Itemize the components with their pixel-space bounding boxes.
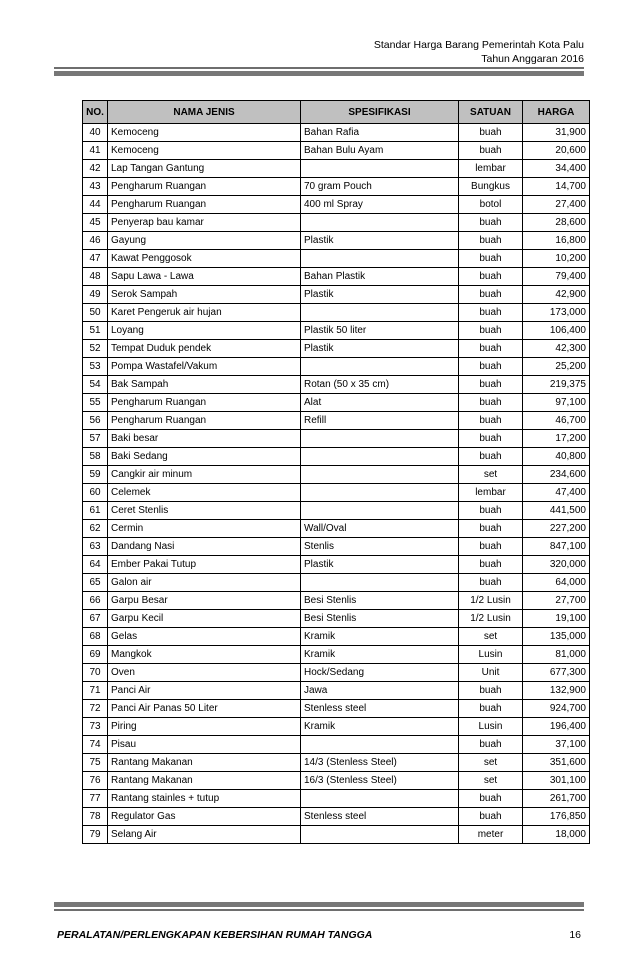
cell-satuan: botol xyxy=(459,196,523,214)
cell-nama-jenis: Kemoceng xyxy=(108,142,301,160)
cell-no: 41 xyxy=(83,142,108,160)
cell-harga: 219,375 xyxy=(523,376,590,394)
cell-nama-jenis: Gayung xyxy=(108,232,301,250)
table-row xyxy=(83,538,590,556)
cell-nama-jenis: Baki besar xyxy=(108,430,301,448)
cell-spesifikasi: Rotan (50 x 35 cm) xyxy=(301,376,459,394)
cell-satuan: buah xyxy=(459,358,523,376)
cell-satuan: buah xyxy=(459,268,523,286)
cell-satuan: set xyxy=(459,466,523,484)
cell-spesifikasi: Besi Stenlis xyxy=(301,610,459,628)
cell-harga: 227,200 xyxy=(523,520,590,538)
cell-no: 79 xyxy=(83,826,108,844)
cell-spesifikasi: Alat xyxy=(301,394,459,412)
cell-satuan: buah xyxy=(459,574,523,592)
cell-spesifikasi xyxy=(301,160,459,178)
table-row xyxy=(83,142,590,160)
col-header-no: NO. xyxy=(83,101,108,124)
cell-nama-jenis: Rantang stainles + tutup xyxy=(108,790,301,808)
cell-satuan: buah xyxy=(459,502,523,520)
cell-harga: 37,100 xyxy=(523,736,590,754)
table-row xyxy=(83,304,590,322)
table-row xyxy=(83,358,590,376)
cell-spesifikasi: Kramik xyxy=(301,718,459,736)
cell-harga: 20,600 xyxy=(523,142,590,160)
table-row xyxy=(83,826,590,844)
cell-satuan: set xyxy=(459,754,523,772)
cell-no: 40 xyxy=(83,124,108,142)
table-row xyxy=(83,754,590,772)
cell-nama-jenis: Kawat Penggosok xyxy=(108,250,301,268)
cell-spesifikasi: Plastik 50 liter xyxy=(301,322,459,340)
table-row xyxy=(83,250,590,268)
cell-spesifikasi xyxy=(301,304,459,322)
cell-harga: 97,100 xyxy=(523,394,590,412)
table-row xyxy=(83,772,590,790)
cell-harga: 16,800 xyxy=(523,232,590,250)
cell-spesifikasi xyxy=(301,430,459,448)
table-row xyxy=(83,700,590,718)
table-row xyxy=(83,448,590,466)
cell-harga: 196,400 xyxy=(523,718,590,736)
cell-satuan: lembar xyxy=(459,484,523,502)
cell-no: 74 xyxy=(83,736,108,754)
cell-harga: 42,900 xyxy=(523,286,590,304)
cell-nama-jenis: Mangkok xyxy=(108,646,301,664)
cell-spesifikasi: Plastik xyxy=(301,340,459,358)
table-row xyxy=(83,412,590,430)
cell-spesifikasi: Bahan Rafia xyxy=(301,124,459,142)
cell-no: 67 xyxy=(83,610,108,628)
cell-satuan: buah xyxy=(459,448,523,466)
cell-no: 59 xyxy=(83,466,108,484)
cell-harga: 351,600 xyxy=(523,754,590,772)
cell-no: 55 xyxy=(83,394,108,412)
table-row xyxy=(83,124,590,142)
cell-spesifikasi xyxy=(301,484,459,502)
cell-satuan: buah xyxy=(459,682,523,700)
cell-harga: 42,300 xyxy=(523,340,590,358)
table-row xyxy=(83,556,590,574)
cell-harga: 17,200 xyxy=(523,430,590,448)
table-row xyxy=(83,394,590,412)
cell-harga: 25,200 xyxy=(523,358,590,376)
footer-rule-thick xyxy=(54,902,584,907)
cell-satuan: buah xyxy=(459,322,523,340)
cell-harga: 79,400 xyxy=(523,268,590,286)
cell-spesifikasi xyxy=(301,358,459,376)
cell-satuan: Unit xyxy=(459,664,523,682)
cell-no: 58 xyxy=(83,448,108,466)
cell-nama-jenis: Galon air xyxy=(108,574,301,592)
cell-nama-jenis: Lap Tangan Gantung xyxy=(108,160,301,178)
cell-satuan: buah xyxy=(459,232,523,250)
cell-satuan: buah xyxy=(459,394,523,412)
cell-harga: 10,200 xyxy=(523,250,590,268)
table-row xyxy=(83,664,590,682)
cell-spesifikasi: Jawa xyxy=(301,682,459,700)
cell-spesifikasi: Besi Stenlis xyxy=(301,592,459,610)
cell-satuan: 1/2 Lusin xyxy=(459,610,523,628)
cell-no: 48 xyxy=(83,268,108,286)
col-header-nama-jenis: NAMA JENIS xyxy=(108,101,301,124)
cell-nama-jenis: Cermin xyxy=(108,520,301,538)
cell-no: 42 xyxy=(83,160,108,178)
cell-harga: 301,100 xyxy=(523,772,590,790)
cell-no: 75 xyxy=(83,754,108,772)
cell-no: 78 xyxy=(83,808,108,826)
cell-satuan: set xyxy=(459,772,523,790)
cell-nama-jenis: Dandang Nasi xyxy=(108,538,301,556)
table-row xyxy=(83,574,590,592)
cell-no: 65 xyxy=(83,574,108,592)
table-row xyxy=(83,682,590,700)
cell-harga: 847,100 xyxy=(523,538,590,556)
cell-nama-jenis: Bak Sampah xyxy=(108,376,301,394)
page-header xyxy=(374,38,584,66)
cell-nama-jenis: Garpu Besar xyxy=(108,592,301,610)
cell-satuan: buah xyxy=(459,412,523,430)
cell-satuan: buah xyxy=(459,286,523,304)
cell-satuan: buah xyxy=(459,250,523,268)
cell-no: 54 xyxy=(83,376,108,394)
cell-nama-jenis: Pengharum Ruangan xyxy=(108,178,301,196)
cell-nama-jenis: Pengharum Ruangan xyxy=(108,196,301,214)
cell-satuan: buah xyxy=(459,700,523,718)
table-row xyxy=(83,466,590,484)
col-header-harga: HARGA xyxy=(523,101,590,124)
cell-harga: 47,400 xyxy=(523,484,590,502)
cell-harga: 64,000 xyxy=(523,574,590,592)
cell-nama-jenis: Piring xyxy=(108,718,301,736)
cell-no: 47 xyxy=(83,250,108,268)
cell-nama-jenis: Ceret Stenlis xyxy=(108,502,301,520)
cell-harga: 106,400 xyxy=(523,322,590,340)
cell-spesifikasi: Bahan Plastik xyxy=(301,268,459,286)
table-row xyxy=(83,502,590,520)
cell-nama-jenis: Pompa Wastafel/Vakum xyxy=(108,358,301,376)
cell-satuan: Bungkus xyxy=(459,178,523,196)
cell-nama-jenis: Pengharum Ruangan xyxy=(108,394,301,412)
cell-nama-jenis: Pisau xyxy=(108,736,301,754)
table-row xyxy=(83,646,590,664)
cell-harga: 28,600 xyxy=(523,214,590,232)
cell-no: 46 xyxy=(83,232,108,250)
cell-satuan: 1/2 Lusin xyxy=(459,592,523,610)
cell-harga: 320,000 xyxy=(523,556,590,574)
cell-nama-jenis: Selang Air xyxy=(108,826,301,844)
cell-nama-jenis: Tempat Duduk pendek xyxy=(108,340,301,358)
cell-no: 61 xyxy=(83,502,108,520)
cell-nama-jenis: Loyang xyxy=(108,322,301,340)
cell-satuan: set xyxy=(459,628,523,646)
cell-satuan: buah xyxy=(459,214,523,232)
cell-nama-jenis: Oven xyxy=(108,664,301,682)
cell-satuan: buah xyxy=(459,538,523,556)
cell-spesifikasi: Plastik xyxy=(301,556,459,574)
cell-no: 66 xyxy=(83,592,108,610)
cell-no: 77 xyxy=(83,790,108,808)
cell-satuan: buah xyxy=(459,790,523,808)
price-table xyxy=(82,100,590,844)
cell-harga: 14,700 xyxy=(523,178,590,196)
cell-spesifikasi: Plastik xyxy=(301,232,459,250)
cell-satuan: buah xyxy=(459,736,523,754)
cell-harga: 677,300 xyxy=(523,664,590,682)
header-rule-thick xyxy=(54,71,584,76)
cell-no: 45 xyxy=(83,214,108,232)
cell-nama-jenis: Cangkir air minum xyxy=(108,466,301,484)
cell-no: 56 xyxy=(83,412,108,430)
cell-spesifikasi: Refill xyxy=(301,412,459,430)
cell-nama-jenis: Ember Pakai Tutup xyxy=(108,556,301,574)
cell-no: 64 xyxy=(83,556,108,574)
table-row xyxy=(83,376,590,394)
table-row xyxy=(83,628,590,646)
table-row xyxy=(83,790,590,808)
cell-nama-jenis: Pengharum Ruangan xyxy=(108,412,301,430)
cell-harga: 19,100 xyxy=(523,610,590,628)
cell-nama-jenis: Panci Air xyxy=(108,682,301,700)
table-row xyxy=(83,484,590,502)
table-row xyxy=(83,718,590,736)
cell-spesifikasi xyxy=(301,502,459,520)
cell-harga: 81,000 xyxy=(523,646,590,664)
cell-nama-jenis: Rantang Makanan xyxy=(108,772,301,790)
cell-nama-jenis: Serok Sampah xyxy=(108,286,301,304)
cell-no: 73 xyxy=(83,718,108,736)
cell-spesifikasi: Wall/Oval xyxy=(301,520,459,538)
cell-harga: 27,700 xyxy=(523,592,590,610)
cell-satuan: Lusin xyxy=(459,646,523,664)
page-number: 16 xyxy=(569,929,581,941)
cell-no: 50 xyxy=(83,304,108,322)
cell-spesifikasi: 14/3 (Stenless Steel) xyxy=(301,754,459,772)
cell-nama-jenis: Garpu Kecil xyxy=(108,610,301,628)
table-row xyxy=(83,340,590,358)
cell-nama-jenis: Regulator Gas xyxy=(108,808,301,826)
footer-rule-thin xyxy=(54,909,584,911)
cell-harga: 924,700 xyxy=(523,700,590,718)
cell-no: 69 xyxy=(83,646,108,664)
cell-no: 57 xyxy=(83,430,108,448)
cell-harga: 135,000 xyxy=(523,628,590,646)
cell-nama-jenis: Kemoceng xyxy=(108,124,301,142)
cell-spesifikasi: Stenlis xyxy=(301,538,459,556)
table-header-row xyxy=(83,101,590,124)
cell-spesifikasi: Plastik xyxy=(301,286,459,304)
table-row xyxy=(83,592,590,610)
cell-harga: 234,600 xyxy=(523,466,590,484)
cell-harga: 18,000 xyxy=(523,826,590,844)
cell-satuan: meter xyxy=(459,826,523,844)
cell-spesifikasi xyxy=(301,250,459,268)
col-header-spesifikasi: SPESIFIKASI xyxy=(301,101,459,124)
table-row xyxy=(83,610,590,628)
cell-spesifikasi: 70 gram Pouch xyxy=(301,178,459,196)
cell-spesifikasi xyxy=(301,214,459,232)
cell-harga: 441,500 xyxy=(523,502,590,520)
table-row xyxy=(83,736,590,754)
cell-spesifikasi: 16/3 (Stenless Steel) xyxy=(301,772,459,790)
cell-satuan: buah xyxy=(459,340,523,358)
cell-no: 52 xyxy=(83,340,108,358)
cell-satuan: buah xyxy=(459,304,523,322)
cell-harga: 40,800 xyxy=(523,448,590,466)
cell-satuan: buah xyxy=(459,808,523,826)
footer-title: PERALATAN/PERLENGKAPAN KEBERSIHAN RUMAH TANGGA xyxy=(57,929,373,941)
cell-satuan: buah xyxy=(459,142,523,160)
cell-no: 63 xyxy=(83,538,108,556)
cell-spesifikasi xyxy=(301,466,459,484)
cell-harga: 176,850 xyxy=(523,808,590,826)
cell-nama-jenis: Rantang Makanan xyxy=(108,754,301,772)
cell-nama-jenis: Penyerap bau kamar xyxy=(108,214,301,232)
header-line-2: Tahun Anggaran 2016 xyxy=(481,53,584,65)
cell-spesifikasi xyxy=(301,448,459,466)
table-row xyxy=(83,160,590,178)
cell-satuan: buah xyxy=(459,520,523,538)
cell-spesifikasi: Kramik xyxy=(301,646,459,664)
cell-spesifikasi: 400 ml Spray xyxy=(301,196,459,214)
cell-nama-jenis: Celemek xyxy=(108,484,301,502)
table-row xyxy=(83,196,590,214)
cell-satuan: lembar xyxy=(459,160,523,178)
cell-harga: 132,900 xyxy=(523,682,590,700)
cell-satuan: buah xyxy=(459,124,523,142)
cell-nama-jenis: Baki Sedang xyxy=(108,448,301,466)
table-row xyxy=(83,430,590,448)
cell-satuan: buah xyxy=(459,430,523,448)
table-row xyxy=(83,520,590,538)
cell-spesifikasi: Stenless steel xyxy=(301,808,459,826)
table-row xyxy=(83,286,590,304)
cell-no: 43 xyxy=(83,178,108,196)
col-header-satuan: SATUAN xyxy=(459,101,523,124)
cell-nama-jenis: Panci Air Panas 50 Liter xyxy=(108,700,301,718)
cell-nama-jenis: Gelas xyxy=(108,628,301,646)
cell-spesifikasi: Hock/Sedang xyxy=(301,664,459,682)
table-row xyxy=(83,178,590,196)
cell-nama-jenis: Sapu Lawa - Lawa xyxy=(108,268,301,286)
table-body xyxy=(83,124,590,844)
cell-no: 60 xyxy=(83,484,108,502)
cell-harga: 27,400 xyxy=(523,196,590,214)
cell-harga: 261,700 xyxy=(523,790,590,808)
cell-no: 71 xyxy=(83,682,108,700)
cell-no: 44 xyxy=(83,196,108,214)
cell-no: 70 xyxy=(83,664,108,682)
cell-no: 51 xyxy=(83,322,108,340)
cell-no: 76 xyxy=(83,772,108,790)
cell-satuan: Lusin xyxy=(459,718,523,736)
cell-spesifikasi: Stenless steel xyxy=(301,700,459,718)
cell-spesifikasi xyxy=(301,736,459,754)
header-line-1: Standar Harga Barang Pemerintah Kota Palu xyxy=(373,39,584,51)
table-row xyxy=(83,322,590,340)
cell-no: 68 xyxy=(83,628,108,646)
cell-harga: 31,900 xyxy=(523,124,590,142)
cell-spesifikasi: Bahan Bulu Ayam xyxy=(301,142,459,160)
cell-spesifikasi xyxy=(301,574,459,592)
cell-harga: 46,700 xyxy=(523,412,590,430)
cell-spesifikasi xyxy=(301,826,459,844)
table-row xyxy=(83,268,590,286)
table-row xyxy=(83,214,590,232)
cell-satuan: buah xyxy=(459,556,523,574)
cell-no: 72 xyxy=(83,700,108,718)
cell-no: 62 xyxy=(83,520,108,538)
header-rule-thin xyxy=(54,67,584,69)
table-row xyxy=(83,232,590,250)
cell-spesifikasi: Kramik xyxy=(301,628,459,646)
cell-no: 53 xyxy=(83,358,108,376)
table-row xyxy=(83,808,590,826)
cell-nama-jenis: Karet Pengeruk air hujan xyxy=(108,304,301,322)
cell-harga: 173,000 xyxy=(523,304,590,322)
cell-no: 49 xyxy=(83,286,108,304)
cell-harga: 34,400 xyxy=(523,160,590,178)
cell-satuan: buah xyxy=(459,376,523,394)
cell-spesifikasi xyxy=(301,790,459,808)
